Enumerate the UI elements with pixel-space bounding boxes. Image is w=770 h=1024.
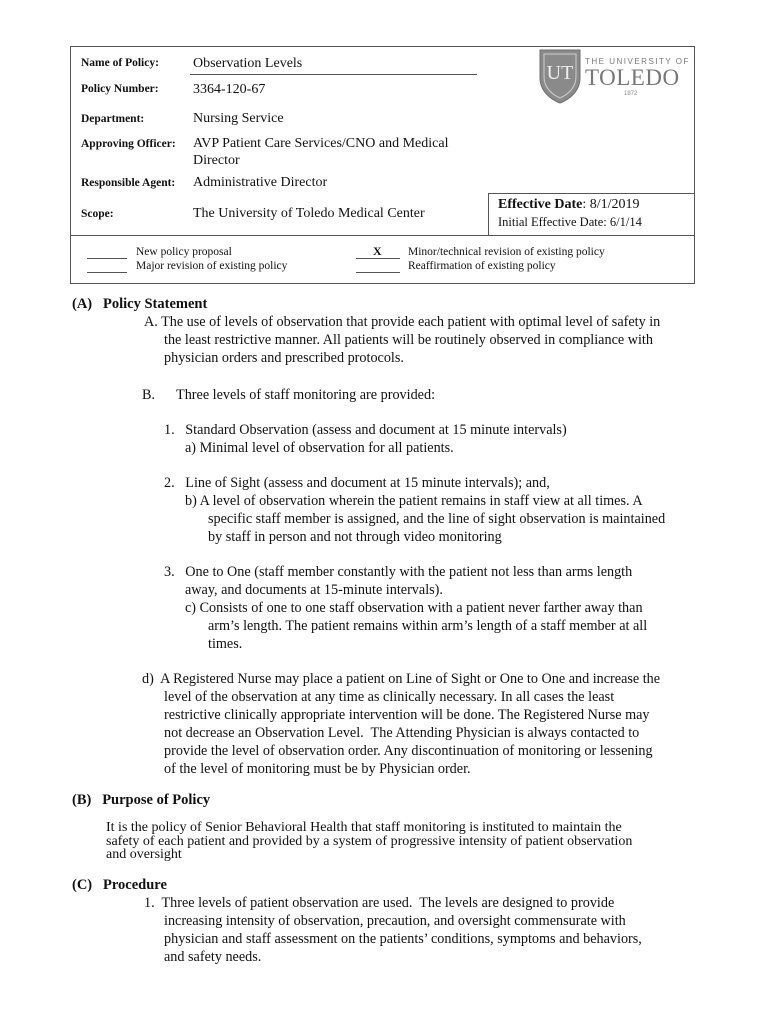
shield-icon xyxy=(538,48,582,104)
section-a-title: (A) Policy Statement xyxy=(72,296,208,312)
statement-d-body xyxy=(164,688,653,778)
scope-label: Scope: xyxy=(81,208,114,220)
statement-b: B. Three levels of staff monitoring are provided: xyxy=(142,387,436,403)
logo-monogram: UT xyxy=(546,62,574,84)
level-2-desc-line3: by staff in person and not through video monitoring xyxy=(208,529,502,545)
policy-name-underline xyxy=(190,74,477,75)
department-value: Nursing Service xyxy=(193,111,284,126)
purpose-line: It is the policy of Senior Behavioral Health that staff monitoring is instituted to maintain the xyxy=(106,820,622,835)
minor-revision-option: Minor/technical revision of existing policy xyxy=(408,246,605,258)
statement-d-line: level of the observation at any time as clinically necessary. In all cases the least xyxy=(164,689,615,705)
responsible-agent-label: Responsible Agent: xyxy=(81,177,176,189)
scope-value: The University of Toledo Medical Center xyxy=(193,206,425,221)
department-label: Department: xyxy=(81,113,145,125)
policy-name-value: Observation Levels xyxy=(193,56,303,71)
effective-date-left-border xyxy=(488,193,489,236)
procedure-line1: 1. Three levels of patient observation are used. The levels are designed to provide xyxy=(144,895,615,911)
reaffirmation-blank xyxy=(356,272,400,273)
procedure-line: and safety needs. xyxy=(164,949,262,965)
new-policy-option: New policy proposal xyxy=(136,246,232,258)
procedure-body xyxy=(164,912,642,966)
logo-line1: THE UNIVERSITY OF xyxy=(585,57,690,66)
responsible-agent-value: Administrative Director xyxy=(193,175,328,190)
statement-d-line: not decrease an Observation Level. The Attending Physician is always contacted to xyxy=(164,725,640,741)
section-c-title: (C) Procedure xyxy=(72,877,167,893)
level-3-title-line1: 3. One to One (staff member constantly with the patient not less than arms length xyxy=(164,564,633,580)
university-shield-logo xyxy=(538,48,582,104)
new-policy-blank xyxy=(87,258,127,259)
effective-date: Effective Date: 8/1/2019 xyxy=(498,197,640,212)
statement-d-line: provide the level of observation order. Any discontinuation of monitoring or lessening xyxy=(164,743,653,759)
level-3-desc-line3: times. xyxy=(208,636,243,652)
level-1-title: 1. Standard Observation (assess and document at 15 minute intervals) xyxy=(164,422,567,438)
logo-year: 1872 xyxy=(624,91,638,97)
level-2-desc-line2: specific staff member is assigned, and the line of sight observation is maintained xyxy=(208,511,666,527)
statement-d-line1: d) A Registered Nurse may place a patient on Line of Sight or One to One and increase the xyxy=(142,671,661,687)
level-2-desc-line1: b) A level of observation wherein the patient remains in staff view at all times. A xyxy=(185,493,643,509)
initial-effective-date: Initial Effective Date: 6/1/14 xyxy=(498,215,642,229)
level-2-title: 2. Line of Sight (assess and document at 15 minute intervals); and, xyxy=(164,475,550,491)
approving-officer-label: Approving Officer: xyxy=(81,138,176,150)
effective-date-top-border xyxy=(488,193,695,194)
procedure-line: increasing intensity of observation, precaution, and oversight commensurate with xyxy=(164,913,626,929)
purpose-line: and oversight xyxy=(106,847,182,862)
major-revision-option: Major revision of existing policy xyxy=(136,260,288,272)
level-1-desc: a) Minimal level of observation for all patients. xyxy=(185,440,454,456)
statement-a-line: physician orders and prescribed protocols. xyxy=(164,350,404,366)
level-3-desc-line2: arm’s length. The patient remains within arm’s length of a staff member at all xyxy=(208,618,648,634)
policy-name-label: Name of Policy: xyxy=(81,57,159,69)
reaffirmation-option: Reaffirmation of existing policy xyxy=(408,260,556,272)
procedure-line: physician and staff assessment on the patients’ conditions, symptoms and behaviors, xyxy=(164,931,642,947)
statement-d-line: restrictive clinically appropriate intervention will be done. The Registered Nurse may xyxy=(164,707,650,723)
minor-revision-blank xyxy=(356,258,400,259)
approving-officer-value-line1: AVP Patient Care Services/CNO and Medical xyxy=(193,136,449,151)
statement-a-line: A. The use of levels of observation that provide each patient with optimal level of safety in xyxy=(144,314,661,330)
approving-officer-value-line2: Director xyxy=(193,153,240,168)
policy-number-value: 3364-120-67 xyxy=(193,82,266,97)
statement-d-line: of the level of monitoring must be by Physician order. xyxy=(164,761,471,777)
policy-number-label: Policy Number: xyxy=(81,83,159,95)
section-b-title: (B) Purpose of Policy xyxy=(72,792,211,808)
major-revision-blank xyxy=(87,272,127,273)
level-3-title-line2: away, and documents at 15-minute intervals). xyxy=(185,582,443,598)
section-b-body xyxy=(106,821,632,862)
section-a-statement xyxy=(144,313,660,331)
level-3-desc-line1: c) Consists of one to one staff observation with a patient never farther away than xyxy=(185,600,643,616)
purpose-line: safety of each patient and provided by a system of progressive intensity of patient observation xyxy=(106,833,633,849)
section-a-statement-cont xyxy=(164,331,653,367)
minor-revision-mark: X xyxy=(373,244,382,258)
logo-wordmark: TOLEDO xyxy=(585,65,680,90)
statement-a-line: the least restrictive manner. All patients will be routinely observed in compliance with xyxy=(164,332,653,348)
